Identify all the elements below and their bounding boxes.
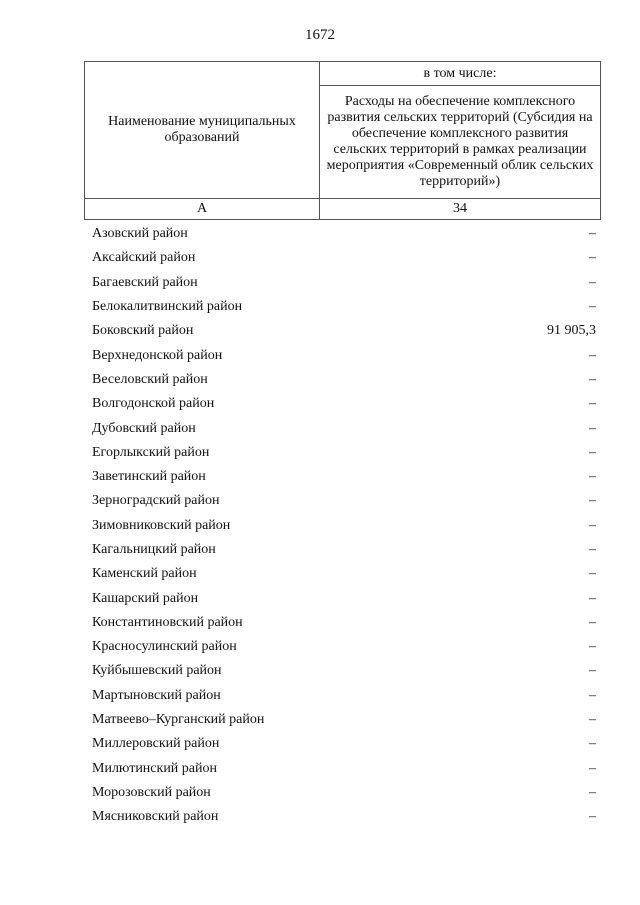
table-row — [92, 708, 596, 732]
expense-value: – — [589, 760, 596, 776]
municipality-name: Морозовский район — [92, 784, 211, 800]
table-row — [92, 319, 596, 343]
table-row — [92, 514, 596, 538]
expense-value: – — [589, 639, 596, 655]
municipality-name: Куйбышевский район — [92, 663, 222, 679]
table-header — [84, 61, 601, 220]
municipality-name: Белокалитвинский район — [92, 299, 243, 315]
municipality-name: Красносулинский район — [92, 639, 237, 655]
municipality-name: Заветинский район — [92, 469, 206, 485]
municipality-name: Кагальницкий район — [92, 542, 216, 557]
municipality-name: Егорлыкский район — [92, 444, 210, 460]
expense-value: – — [589, 614, 596, 630]
municipality-name: Азовский район — [92, 226, 188, 242]
table-row — [92, 659, 596, 683]
table-row — [92, 489, 596, 513]
table-row — [92, 757, 596, 781]
table-row — [92, 416, 596, 440]
header-index-a: А — [85, 199, 320, 220]
table-row — [92, 222, 596, 246]
table-row — [92, 343, 596, 367]
table-row — [92, 805, 596, 829]
expense-value: – — [589, 542, 596, 557]
municipality-name: Багаевский район — [92, 274, 198, 290]
table-row — [92, 611, 596, 635]
table-row — [92, 246, 596, 270]
table-row — [92, 441, 596, 465]
municipality-list — [92, 222, 596, 829]
municipality-name: Мартыновский район — [92, 687, 221, 703]
expense-value: – — [589, 493, 596, 509]
expense-value: – — [589, 444, 596, 460]
municipality-name: Боковский район — [92, 323, 194, 339]
table-row — [92, 271, 596, 295]
header-column-34-title: Расходы на обеспечение комплексного развития сельских территорий (Субсидия на обеспечение комплексного развития сельских территорий в рамках реализации мероприятия «Современный облик сельских территорий») — [320, 86, 601, 199]
expense-value: – — [589, 299, 596, 315]
header-group-label: в том числе: — [320, 62, 601, 86]
expense-value: – — [589, 226, 596, 242]
expense-value: 91 905,3 — [547, 323, 596, 339]
municipality-name: Миллеровский район — [92, 736, 220, 752]
expense-value: – — [589, 469, 596, 485]
expense-value: – — [589, 663, 596, 679]
table-row — [92, 465, 596, 489]
municipality-name: Дубовский район — [92, 420, 196, 436]
expense-value: – — [589, 347, 596, 363]
municipality-name: Милютинский район — [92, 760, 218, 776]
expense-value: – — [589, 371, 596, 387]
expense-value: – — [589, 274, 596, 290]
municipality-name: Аксайский район — [92, 250, 196, 266]
table-row — [92, 586, 596, 610]
table-row — [92, 635, 596, 659]
table-row — [92, 392, 596, 416]
municipality-name: Каменский район — [92, 566, 197, 582]
header-index-34: 34 — [320, 199, 601, 220]
expense-value: – — [589, 566, 596, 582]
municipality-name: Зерноградский район — [92, 493, 220, 509]
table-row — [92, 562, 596, 586]
expense-value: – — [589, 517, 596, 533]
expense-value: – — [589, 687, 596, 703]
municipality-name: Веселовский район — [92, 371, 208, 387]
municipality-name: Кашарский район — [92, 590, 199, 606]
table-row — [92, 368, 596, 392]
municipality-name: Верхнедонской район — [92, 347, 223, 363]
municipality-name: Константиновский район — [92, 614, 243, 630]
table-row — [92, 781, 596, 805]
page-number: 1672 — [305, 27, 335, 43]
expense-value: – — [589, 590, 596, 606]
table-row — [92, 295, 596, 319]
expense-value: – — [589, 736, 596, 752]
expense-value: – — [589, 420, 596, 436]
municipality-name: Зимовниковский район — [92, 517, 231, 533]
table-row — [92, 684, 596, 708]
municipality-name: Мясниковский район — [92, 809, 219, 825]
expense-value: – — [589, 809, 596, 825]
header-name-column: Наименование муниципальных образований — [85, 62, 320, 199]
table-row — [92, 538, 596, 562]
table-row — [92, 732, 596, 756]
municipality-name: Волгодонской район — [92, 396, 215, 412]
expense-value: – — [589, 784, 596, 800]
expense-value: – — [589, 712, 596, 728]
municipality-name: Матвеево–Курганский район — [92, 712, 265, 728]
expense-value: – — [589, 396, 596, 412]
expense-value: – — [589, 250, 596, 266]
